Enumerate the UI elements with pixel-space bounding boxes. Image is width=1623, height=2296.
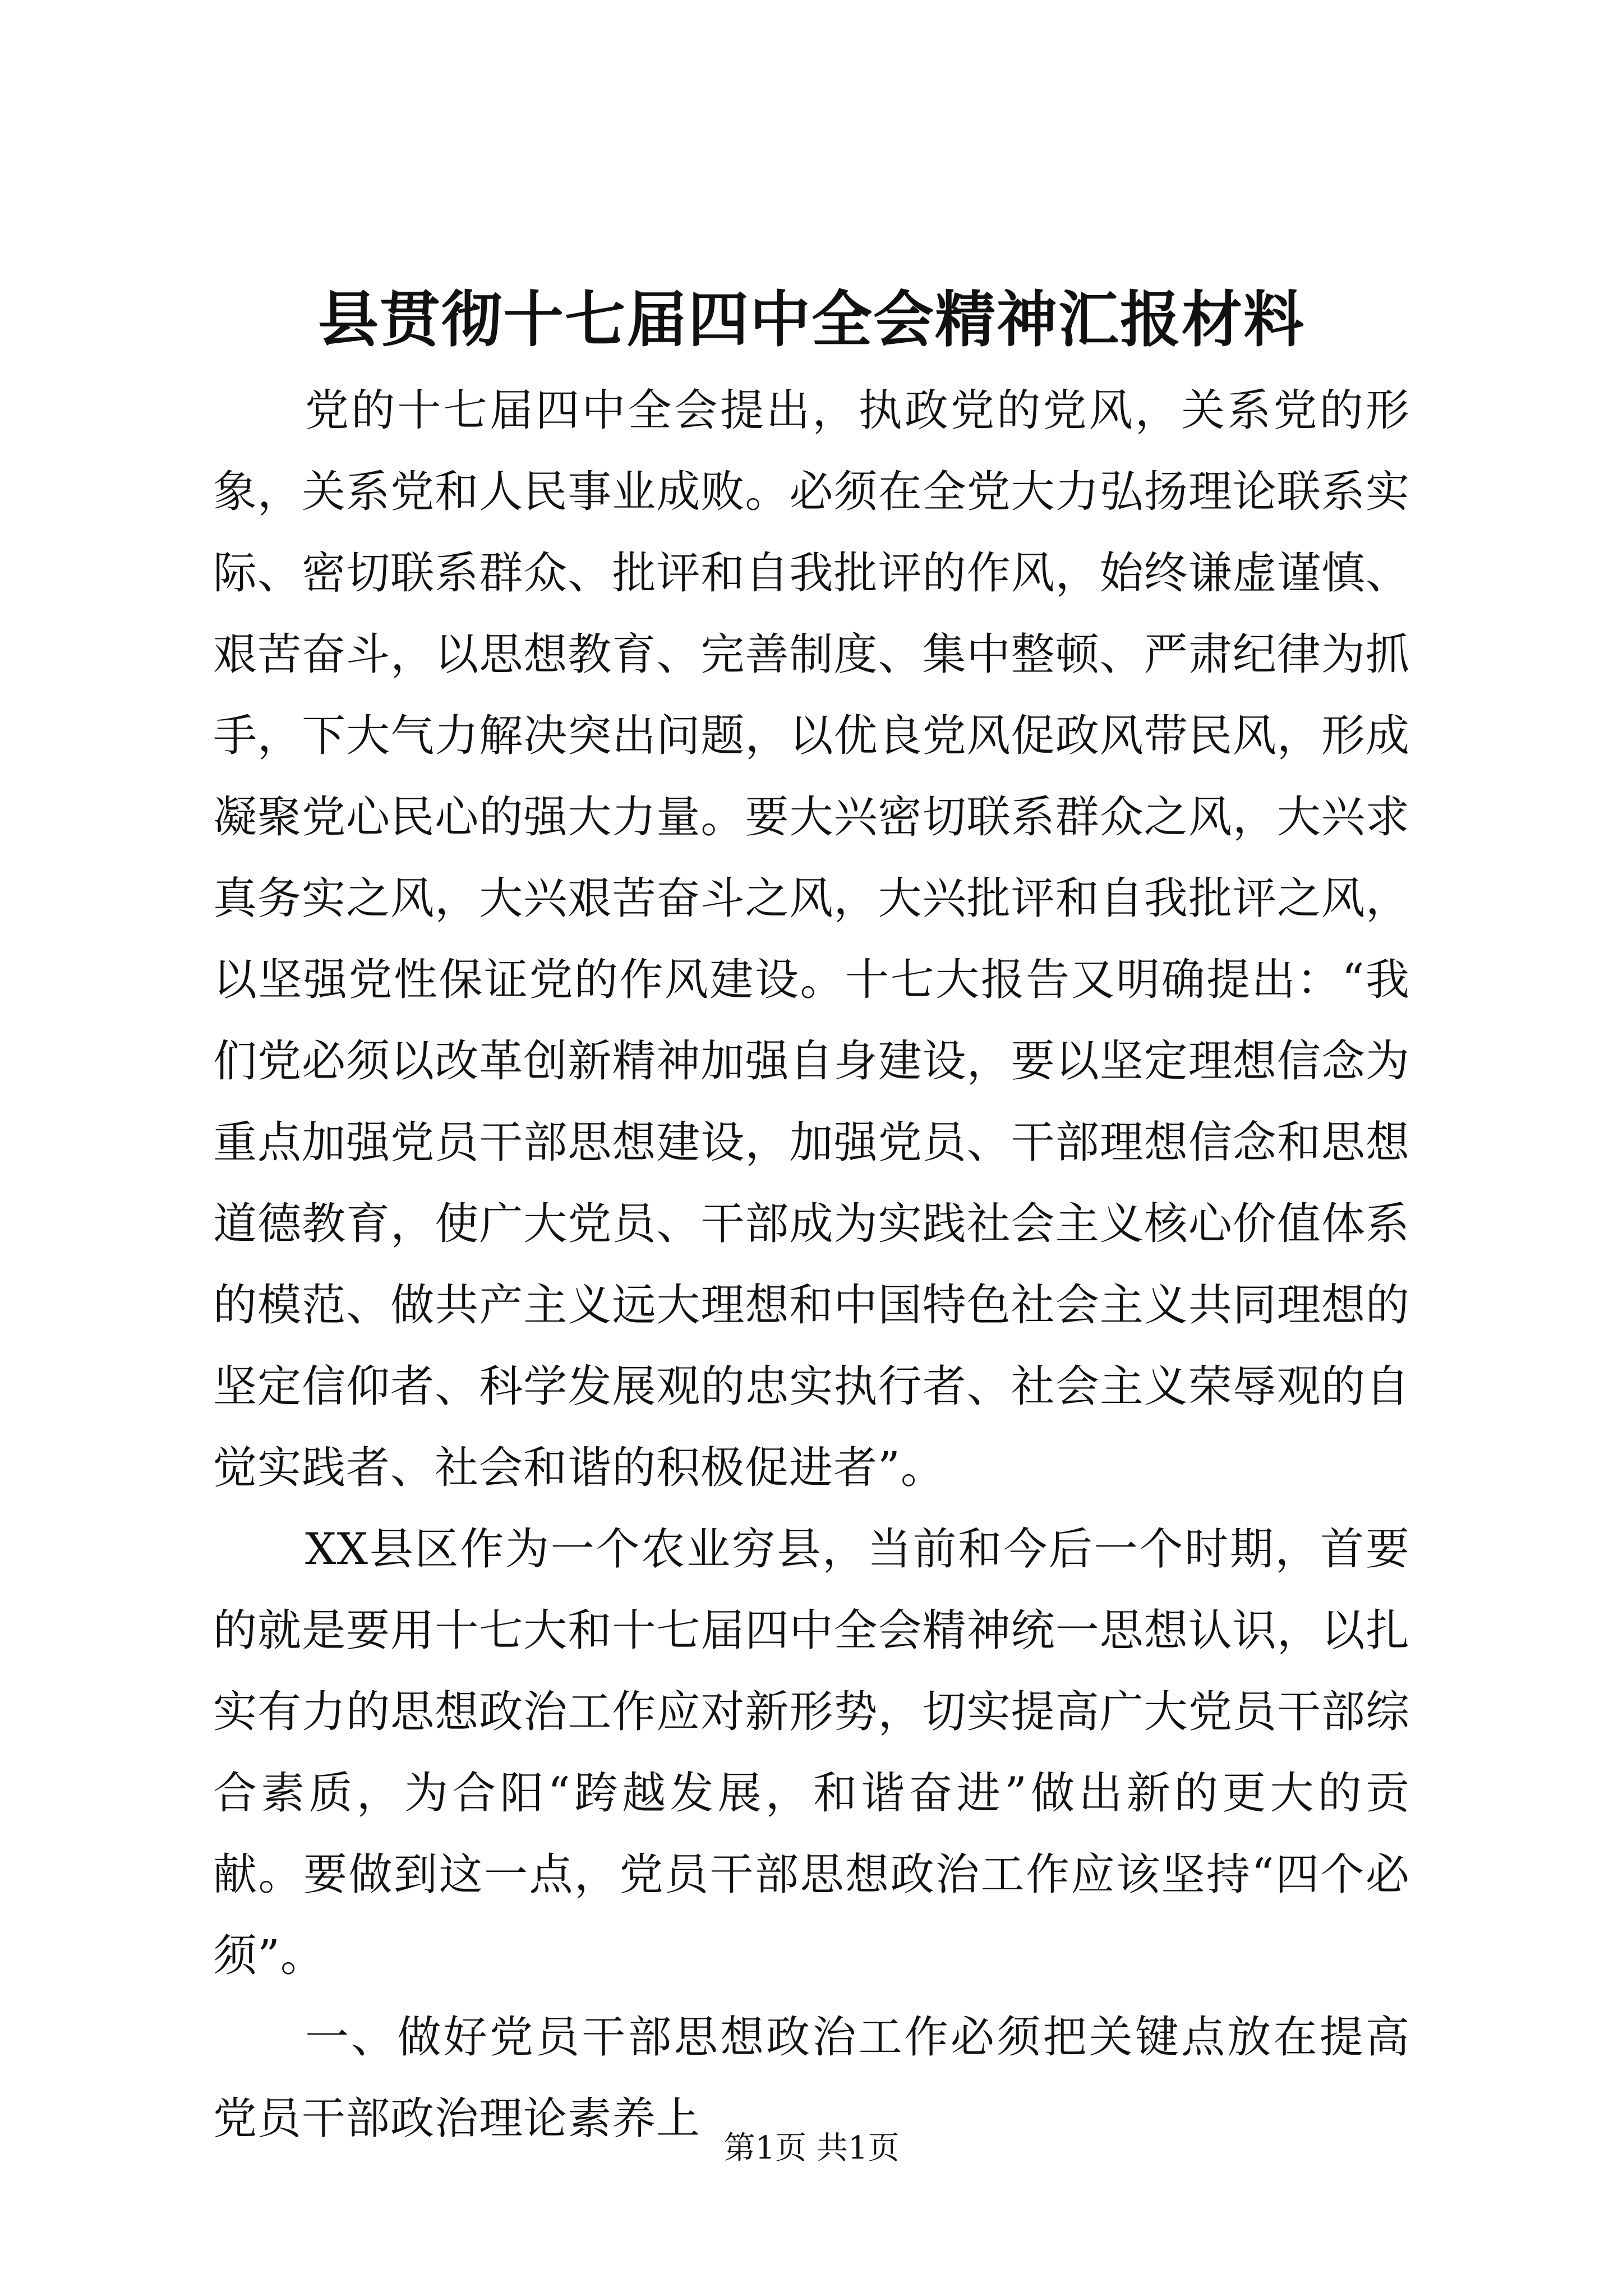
paragraph-1: 党的十七届四中全会提出，执政党的党风，关系党的形象，关系党和人民事业成败。必须在全党大力弘扬理论联系实际、密切联系群众、批评和自我批评的作风，始终谦虚谨慎、艰苦奋斗，以思想教育、完善制度、集中整顿、严肃纪律为抓手，下大气力解决突出问题，以优良党风促政风带民风，形成凝聚党心民心的强大力量。要大兴密切联系群众之风，大兴求真务实之风，大兴艰苦奋斗之风，大兴批评和自我批评之风，以坚强党性保证党的作风建设。十七大报告又明确提出：“我们党必须以改革创新精神加强自身建设，要以坚定理想信念为重点加强党员干部思想建设，加强党员、干部理想信念和思想道德教育，使广大党员、干部成为实践社会主义核心价值体系的模范、做共产主义远大理想和中国特色社会主义共同理想的坚定信仰者、科学发展观的忠实执行者、社会主义荣辱观的自觉实践者、社会和谐的积极促进者”。 bbox=[213, 385, 1410, 1493]
document-body bbox=[213, 370, 1410, 2160]
paragraph-2: XX县区作为一个农业穷县，当前和今后一个时期，首要的就是要用十七大和十七届四中全会精神统一思想认识，以扎实有力的思想政治工作应对新形势，切实提高广大党员干部综合素质，为合阳“跨越发展，和谐奋进”做出新的更大的贡献。要做到这一点，党员干部思想政治工作应该坚持“四个必须”。 bbox=[213, 1524, 1410, 1981]
document-title: 县贯彻十七届四中全会精神汇报材料 bbox=[317, 284, 1305, 355]
section-heading-1: 一、做好党员干部思想政治工作必须把关键点放在提高党员干部政治理论素养上 bbox=[213, 2012, 1410, 2144]
page-number-footer: 第1页 共1页 bbox=[723, 2130, 900, 2166]
